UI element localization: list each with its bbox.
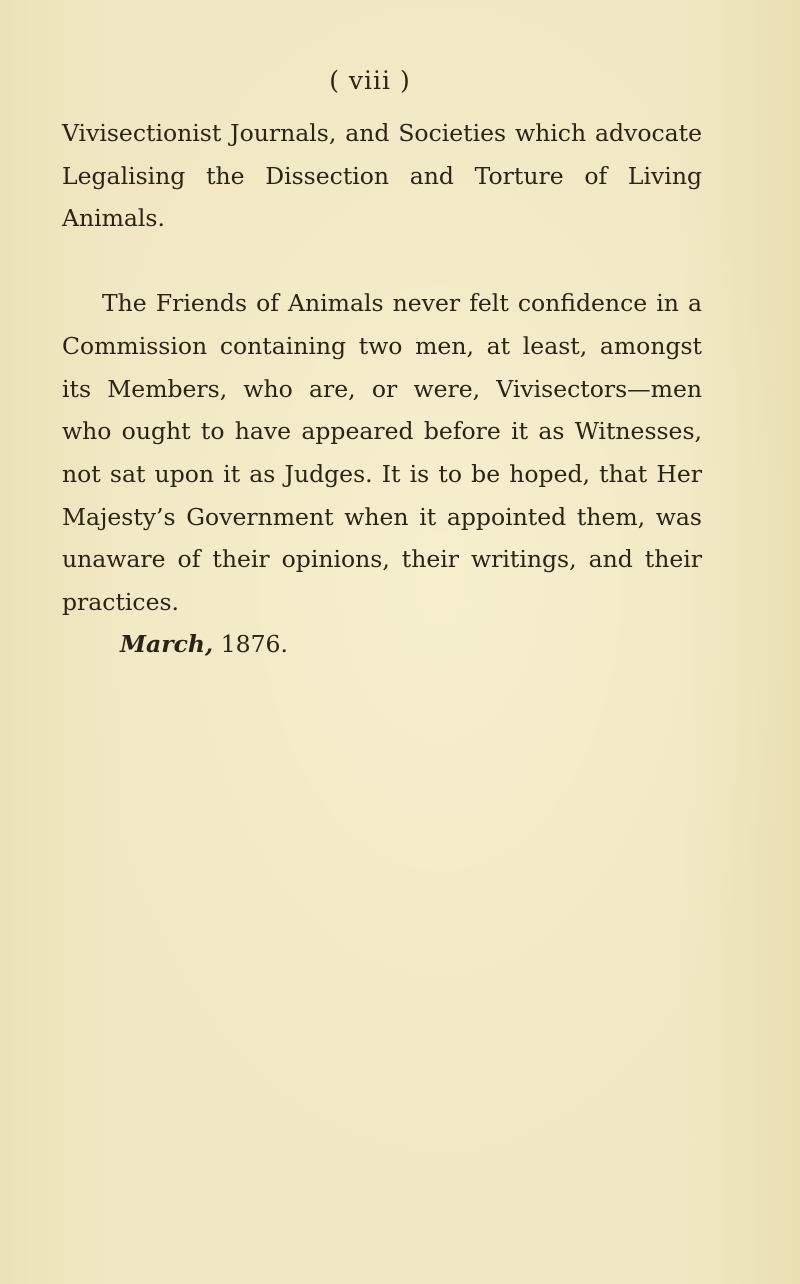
- page-number: ( viii ): [329, 66, 411, 95]
- dateline: [120, 630, 288, 658]
- date-year: 1876.: [220, 630, 288, 658]
- paragraph-continued: Vivisectionist Journals, and Societies which advocate Legalising the Dissection and Torture of Living Animals.: [62, 119, 702, 233]
- date-month: March,: [120, 630, 214, 658]
- paragraph-commission: The Friends of Animals never felt confidence in a Commission containing two men, at least, amongst its Members, who are, or were, Vivisectors—men who ought to have appeared before it as Witnesses, not sat upon it as Judges. It is to be hoped, that Her Majesty’s Government when it appointed them, was unaware of their opinions, their writings, and their practices.: [62, 289, 702, 617]
- body-text: [62, 112, 702, 624]
